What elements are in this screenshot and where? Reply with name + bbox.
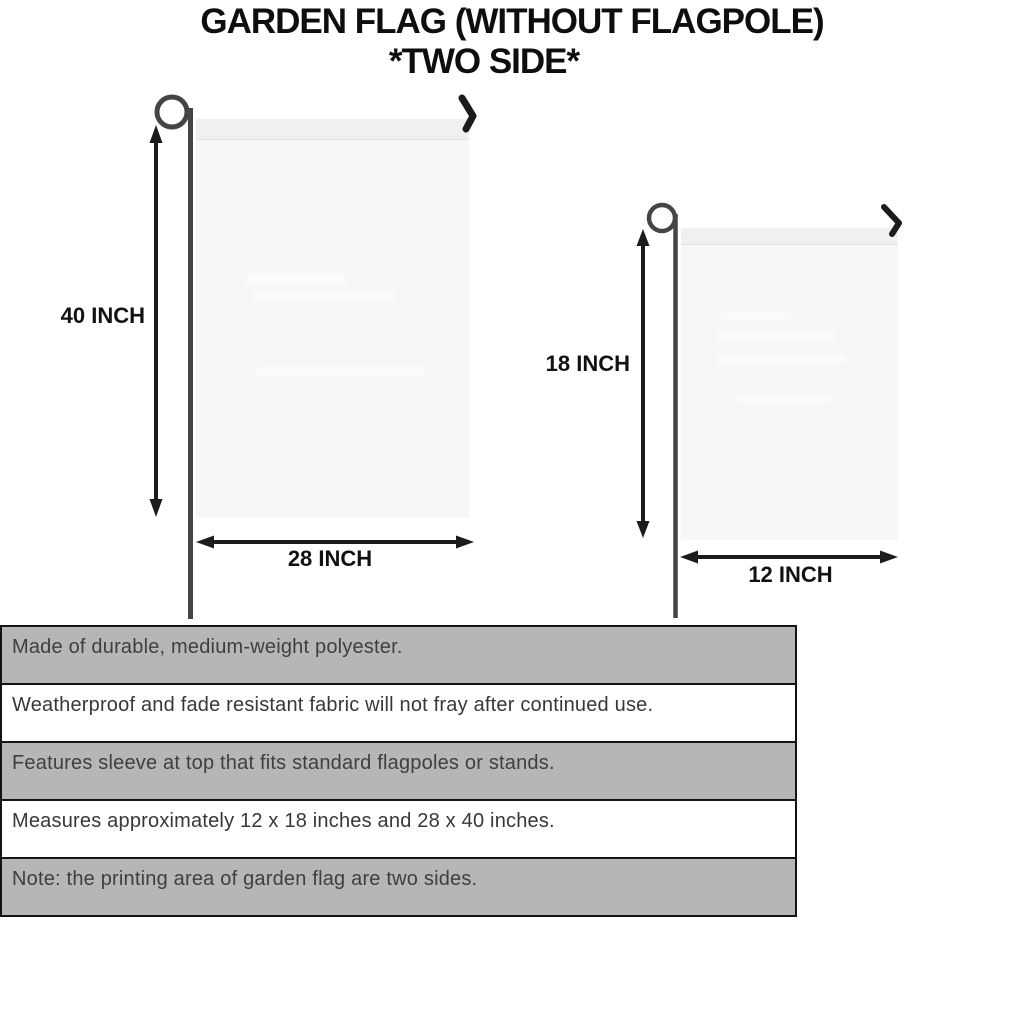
fabric-fold <box>251 294 396 300</box>
feature-list <box>0 625 797 917</box>
title-line-1: GARDEN FLAG (WITHOUT FLAGPOLE) <box>200 2 824 41</box>
height-arrow-small <box>637 229 650 538</box>
arrowhead-up-icon <box>637 229 650 246</box>
arrowhead-down-icon <box>150 499 163 517</box>
arrowhead-left-icon <box>680 551 698 564</box>
height-label-small: 18 INCH <box>545 351 630 376</box>
large-flag-sleeve <box>196 119 469 140</box>
height-arrow-large <box>150 125 163 517</box>
pole-loop-icon <box>157 97 187 127</box>
width-label-large: 28 INCH <box>287 546 373 571</box>
fabric-fold <box>736 396 831 402</box>
arrowhead-right-icon <box>456 536 474 549</box>
small-flag <box>681 228 898 540</box>
feature-row <box>0 741 797 801</box>
arrowhead-right-icon <box>880 551 898 564</box>
feature-text: Measures approximately 12 x 18 inches and 28 x 40 inches. <box>12 810 555 832</box>
page-title <box>0 2 1024 82</box>
title-line-2: *TWO SIDE* <box>388 42 580 81</box>
pole-loop-icon <box>649 205 675 231</box>
fabric-fold <box>716 334 836 340</box>
width-label-small: 12 INCH <box>748 562 833 587</box>
arrowhead-left-icon <box>196 536 214 549</box>
fabric-fold <box>716 356 846 363</box>
feature-row <box>0 625 797 685</box>
feature-text: Note: the printing area of garden flag are two sides. <box>12 868 478 890</box>
small-flag-sleeve <box>681 228 898 245</box>
feature-text: Weatherproof and fade resistant fabric will not fray after continued use. <box>12 694 654 716</box>
height-label-large: 40 INCH <box>60 303 145 328</box>
arrowhead-down-icon <box>637 521 650 538</box>
feature-text: Features sleeve at top that fits standard flagpoles or stands. <box>12 752 555 774</box>
fabric-fold <box>256 367 426 375</box>
feature-row <box>0 799 797 859</box>
large-flag <box>196 119 469 518</box>
fabric-fold <box>721 314 791 320</box>
fabric-fold <box>246 275 346 283</box>
feature-row <box>0 683 797 743</box>
arrowhead-up-icon <box>150 125 163 143</box>
feature-text: Made of durable, medium-weight polyester. <box>12 636 403 658</box>
feature-row <box>0 857 797 917</box>
